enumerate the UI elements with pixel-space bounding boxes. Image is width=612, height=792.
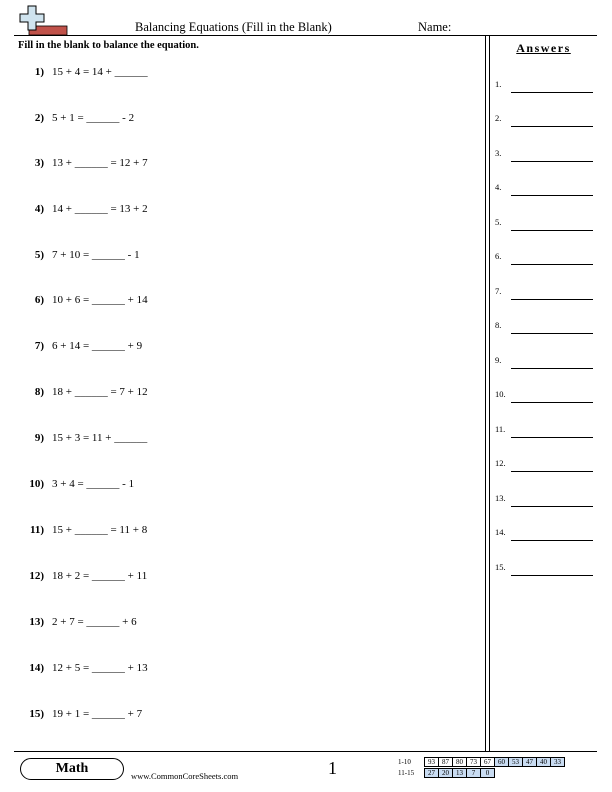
- answer-number: 6.: [495, 251, 502, 261]
- answer-row: [495, 562, 595, 576]
- score-cell: 7: [467, 769, 481, 778]
- problem-equation[interactable]: 15 + 3 = 11 + ______: [52, 432, 148, 444]
- score-cell: 27: [425, 769, 439, 778]
- answer-number: 14.: [495, 527, 506, 537]
- answer-line[interactable]: [511, 264, 593, 265]
- answer-row: [495, 389, 595, 403]
- problem-equation[interactable]: 6 + 14 = ______ + 9: [52, 340, 143, 352]
- problem-item: [20, 340, 142, 354]
- problem-item: [20, 157, 148, 171]
- problem-number: 2): [34, 112, 44, 124]
- subject-badge: Math: [20, 758, 124, 780]
- problem-item: [20, 570, 147, 584]
- problem-item: [20, 524, 147, 538]
- problem-equation[interactable]: 10 + 6 = ______ + 14: [52, 294, 148, 306]
- answer-number: 15.: [495, 562, 506, 572]
- score-cell: 0: [481, 769, 495, 778]
- answer-number: 3.: [495, 148, 502, 158]
- score-cell: 73: [467, 758, 481, 767]
- problem-number: 5): [34, 249, 44, 261]
- answer-row: [495, 148, 595, 162]
- problem-number: 14): [29, 662, 44, 674]
- problem-equation[interactable]: 18 + 2 = ______ + 11: [52, 570, 148, 582]
- score-range-label: 1-10: [398, 758, 411, 766]
- score-cell: 33: [551, 758, 565, 767]
- column-divider: [485, 35, 486, 751]
- answer-row: [495, 286, 595, 300]
- problem-number: 4): [34, 203, 44, 215]
- answer-row: [495, 527, 595, 541]
- bottom-rule: [14, 751, 597, 752]
- answer-row: [495, 458, 595, 472]
- answer-number: 7.: [495, 286, 502, 296]
- answer-row: [495, 493, 595, 507]
- answer-row: [495, 182, 595, 196]
- score-cell: 67: [481, 758, 495, 767]
- problem-item: [20, 708, 142, 722]
- problem-number: 7): [34, 340, 44, 352]
- score-cell: 47: [523, 758, 537, 767]
- answer-row: [495, 113, 595, 127]
- top-rule: [14, 35, 597, 36]
- answer-row: [495, 320, 595, 334]
- answer-number: 8.: [495, 320, 502, 330]
- problem-number: 8): [34, 386, 44, 398]
- answer-row: [495, 251, 595, 265]
- answer-line[interactable]: [511, 402, 593, 403]
- score-table-row-1: [424, 757, 565, 767]
- problem-item: [20, 386, 148, 400]
- answer-number: 1.: [495, 79, 502, 89]
- problem-item: [20, 662, 148, 676]
- answer-number: 12.: [495, 458, 506, 468]
- score-cell: 93: [425, 758, 439, 767]
- problem-item: [20, 112, 134, 126]
- score-cell: 13: [453, 769, 467, 778]
- answer-line[interactable]: [511, 299, 593, 300]
- problem-equation[interactable]: 13 + ______ = 12 + 7: [52, 157, 148, 169]
- problem-item: [20, 616, 137, 630]
- score-cell: 53: [509, 758, 523, 767]
- answer-row: [495, 355, 595, 369]
- answer-row: [495, 424, 595, 438]
- answer-line[interactable]: [511, 333, 593, 334]
- answers-heading: Answers: [516, 41, 571, 55]
- answer-number: 5.: [495, 217, 502, 227]
- answer-row: [495, 217, 595, 231]
- problem-equation[interactable]: 19 + 1 = ______ + 7: [52, 708, 143, 720]
- answer-line[interactable]: [511, 575, 593, 576]
- answer-line[interactable]: [511, 437, 593, 438]
- problem-equation[interactable]: 14 + ______ = 13 + 2: [52, 203, 148, 215]
- answer-line[interactable]: [511, 92, 593, 93]
- score-cell: 80: [453, 758, 467, 767]
- problem-number: 13): [29, 616, 44, 628]
- answer-number: 2.: [495, 113, 502, 123]
- score-cell: 87: [439, 758, 453, 767]
- page-number: 1: [328, 758, 337, 778]
- answer-line[interactable]: [511, 368, 593, 369]
- answer-row: [495, 79, 595, 93]
- answer-line[interactable]: [511, 471, 593, 472]
- answer-line[interactable]: [511, 540, 593, 541]
- problem-number: 15): [29, 708, 44, 720]
- answer-line[interactable]: [511, 195, 593, 196]
- problem-equation[interactable]: 5 + 1 = ______ - 2: [52, 112, 135, 124]
- problem-equation[interactable]: 18 + ______ = 7 + 12: [52, 386, 148, 398]
- problem-item: [20, 478, 134, 492]
- plus-logo-icon: [16, 4, 70, 36]
- answer-line[interactable]: [511, 161, 593, 162]
- answer-number: 11.: [495, 424, 506, 434]
- problem-equation[interactable]: 2 + 7 = ______ + 6: [52, 616, 137, 628]
- score-range-label: 11-15: [398, 769, 415, 777]
- answer-line[interactable]: [511, 126, 593, 127]
- problem-number: 3): [34, 157, 44, 169]
- problem-equation[interactable]: 15 + ______ = 11 + 8: [52, 524, 148, 536]
- answer-line[interactable]: [511, 506, 593, 507]
- answer-line[interactable]: [511, 230, 593, 231]
- problem-number: 9): [34, 432, 44, 444]
- problem-equation[interactable]: 3 + 4 = ______ - 1: [52, 478, 135, 490]
- problem-number: 6): [34, 294, 44, 306]
- problem-equation[interactable]: 7 + 10 = ______ - 1: [52, 249, 140, 261]
- problem-item: [20, 249, 140, 263]
- score-cell: 20: [439, 769, 453, 778]
- name-label: Name:: [418, 20, 452, 34]
- problem-equation[interactable]: 15 + 4 = 14 + ______: [52, 66, 148, 78]
- problem-item: [20, 294, 148, 308]
- problem-number: 1): [34, 66, 44, 78]
- answer-number: 13.: [495, 493, 506, 503]
- problem-item: [20, 432, 147, 446]
- instructions: Fill in the blank to balance the equation.: [18, 40, 199, 51]
- score-cell: 40: [537, 758, 551, 767]
- answer-number: 4.: [495, 182, 502, 192]
- answer-number: 10.: [495, 389, 506, 399]
- problem-equation[interactable]: 12 + 5 = ______ + 13: [52, 662, 148, 674]
- score-table-row-2: [424, 768, 495, 778]
- problem-item: [20, 203, 148, 217]
- problem-item: [20, 66, 148, 80]
- problem-number: 11): [29, 524, 44, 536]
- column-divider: [489, 35, 490, 751]
- score-cell: 60: [495, 758, 509, 767]
- problem-number: 10): [29, 478, 44, 490]
- problem-number: 12): [29, 570, 44, 582]
- worksheet-title: Balancing Equations (Fill in the Blank): [135, 20, 332, 34]
- answer-number: 9.: [495, 355, 502, 365]
- site-url[interactable]: www.CommonCoreSheets.com: [131, 771, 239, 781]
